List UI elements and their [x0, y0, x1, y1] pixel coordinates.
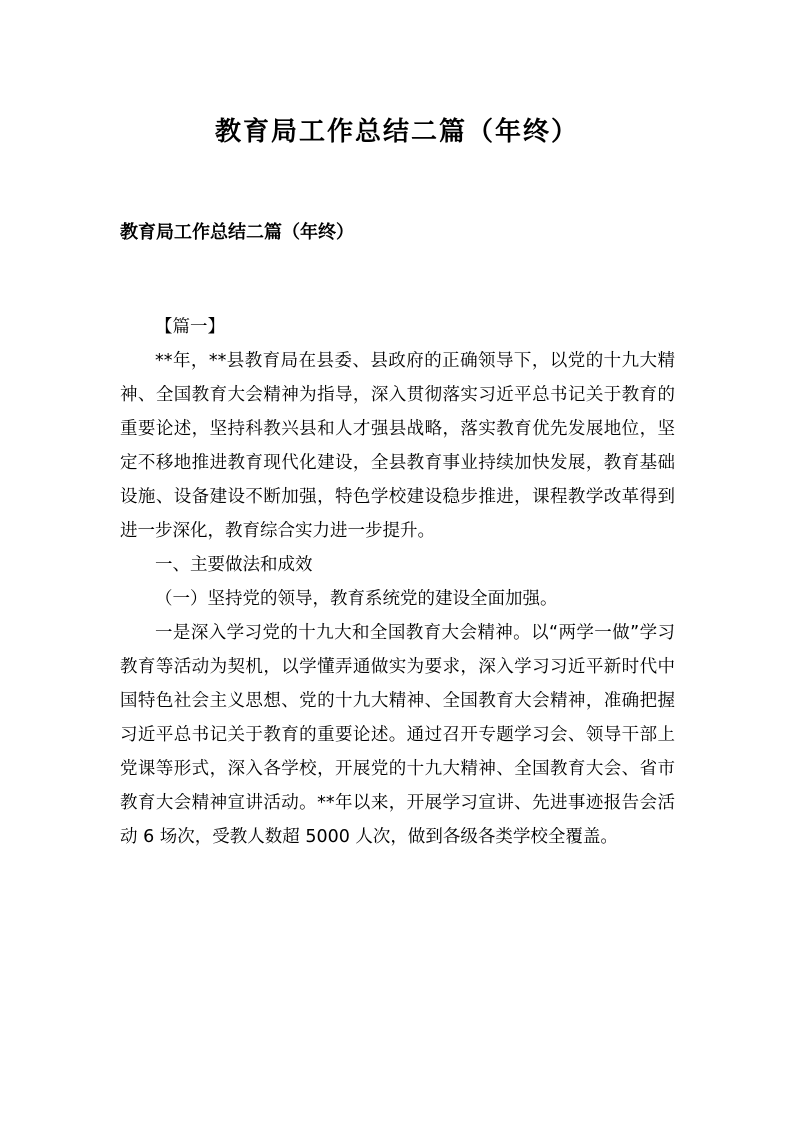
document-title: 教育局工作总结二篇（年终） [214, 117, 579, 147]
intro-paragraph: **年，**县教育局在县委、县政府的正确领导下，以党的十九大精神、全国教育大会精神为指导，深入贯彻落实习近平总书记关于教育的重要论述，坚持科教兴县和人才强县战略，落实教育优先发展地位，坚定不移地推进教育现代化建设，全县教育事业持续加快发展，教育基础设施、设备建设不断加强，特色学校建设稳步推进，课程教学改革得到进一步深化，教育综合实力进一步提升。 [120, 351, 675, 541]
body-paragraph: 一是深入学习党的十九大和全国教育大会精神。以“两学一做”学习教育等活动为契机，以学懂弄通做实为要求，深入学习习近平新时代中国特色社会主义思想、党的十九大精神、全国教育大会精神，准确把握习近平总书记关于教育的重要论述。通过召开专题学习会、领导干部上党课等形式，深入各学校，开展党的十九大精神、全国教育大会、省市教育大会精神宣讲活动。**年以来，开展学习宣讲、先进事迹报告会活动 6 场次，受教人数超 5000 人次，做到各级各类学校全覆盖。 [120, 623, 675, 847]
subsection-heading: （一）坚持党的领导，教育系统党的建设全面加强。 [155, 589, 558, 609]
document-body [120, 310, 675, 854]
document-subtitle: 教育局工作总结二篇（年终） [120, 222, 354, 243]
section-heading: 一、主要做法和成效 [155, 555, 313, 575]
section-label: 【篇一】 [155, 317, 225, 337]
